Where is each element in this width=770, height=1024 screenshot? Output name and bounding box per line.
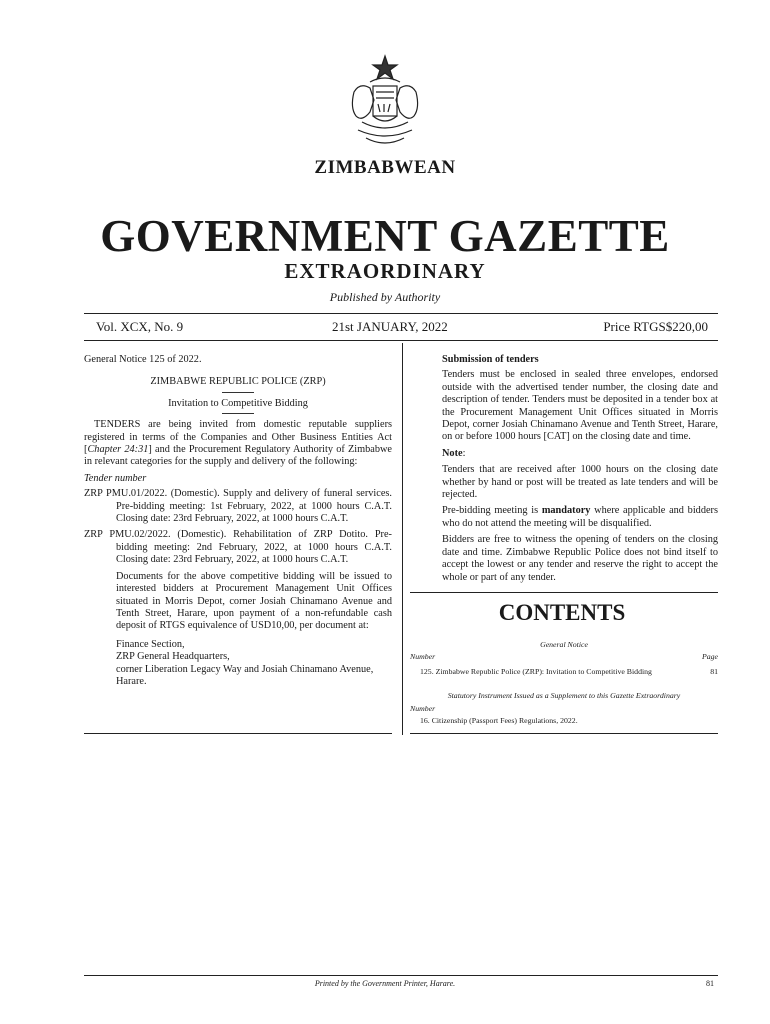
notice-subtitle: Invitation to Competitive Bidding: [168, 397, 308, 409]
tender-item-2: ZRP PMU.02/2022. (Domestic). Rehabilitation of ZRP Dotito. Pre-bidding meeting: 2nd February, 2022, at 1000 hours C.A.T. Closing date: 23rd February, 2022, at 1000 hours C.A.T.: [84, 529, 392, 566]
contents-si-heading: Statutory Instrument Issued as a Supplement to this Gazette Extraordinary: [447, 691, 681, 700]
note-heading-text: Note: [442, 447, 463, 459]
masthead-extraordinary: EXTRAORDINARY: [284, 259, 486, 283]
address-line: Harare.: [116, 675, 147, 687]
column-divider: [402, 343, 403, 735]
divider-contents-top: [410, 592, 718, 593]
note-2-text: Pre-bidding meeting is: [442, 505, 542, 517]
footer-page-number: 81: [706, 979, 714, 988]
note-1: Tenders that are received after 1000 hours on the closing date whether by hand or post will be treated as late tenders and will be rejected.: [442, 464, 718, 501]
notice-intro-rest: ] and the Procurement Regulatory Authority of Zimbabwe in relevant categories for the supply and delivery of the following:: [84, 444, 393, 468]
small-rule: [222, 392, 254, 393]
address-line: corner Liberation Legacy Way and Josiah Chinamano Avenue,: [116, 663, 374, 675]
contents-general-notice-heading: General Notice: [540, 640, 588, 649]
tender-number-heading: Tender number: [84, 472, 147, 484]
issue-volume: Vol. XCX, No. 9: [96, 319, 184, 334]
contents-title: CONTENTS: [498, 600, 626, 625]
masthead-title: GOVERNMENT GAZETTE: [100, 211, 670, 261]
published-by-authority: Published by Authority: [329, 290, 441, 304]
note-2-mandatory: mandatory: [541, 505, 591, 517]
notice-intro-text: TENDERS are being invited from domestic reputable suppliers registered in terms of the Companies and Other Business Entities Act [: [84, 419, 392, 456]
divider-left-bottom: [84, 733, 392, 734]
coat-of-arms-icon: [340, 52, 430, 152]
address-line: Finance Section,: [116, 638, 185, 650]
tender-item-1: ZRP PMU.01/2022. (Domestic). Supply and delivery of funeral services. Pre-bidding meeting: 1st February, 2022, at 1000 hours C.A.T. Closing date: 23rd February, 2022, at 1000 hours C.A.T.: [84, 488, 392, 525]
contents-item-text: 125. Zimbabwe Republic Police (ZRP): Invitation to Competitive Bidding: [420, 667, 652, 676]
notice-intro: [84, 419, 392, 469]
notice-agency: ZIMBABWE REPUBLIC POLICE (ZRP): [150, 376, 326, 388]
divider-top: [84, 313, 718, 314]
note-3: Bidders are free to witness the opening of tenders on the closing date and time. Zimbabwe Republic Police does not bind itself to accept the lowest or any tender and reserve the right to accept the whole or part of any tender.: [442, 534, 718, 583]
footer-rule: [84, 975, 718, 976]
submission-text: Tenders must be enclosed in sealed three envelopes, endorsed outside with the advertised tender number, the closing date and description of tender. Tenders must be deposited in a tender box at the Procurement Management Unit Offices situated in Morris Depot, corner Josiah Chinamano Avenue and Tenth Street, Harare, on or before 1000 hours [CAT] on the closing date and time.: [442, 369, 718, 443]
divider-right-bottom: [410, 733, 718, 734]
submission-heading: Submission of tenders: [442, 354, 539, 365]
contents-row[interactable]: [410, 667, 718, 679]
masthead-country: ZIMBABWEAN: [314, 157, 456, 178]
contents-page-label: Page: [701, 652, 718, 661]
contents-number-label: Number: [410, 652, 436, 661]
address-block: [84, 639, 392, 689]
notice-number: General Notice 125 of 2022.: [84, 354, 202, 365]
footer-printer: Printed by the Government Printer, Harare.: [314, 979, 456, 988]
notice-right-column: [442, 354, 718, 584]
contents-item-page: 81: [710, 667, 718, 676]
contents-table: [410, 640, 718, 726]
issue-date: 21st JANUARY, 2022: [332, 319, 448, 334]
note-colon: :: [462, 447, 466, 459]
note-2: [442, 505, 718, 530]
note-2-rest: where applicable and bidders who do not attend the meeting will be disqualified.: [442, 505, 718, 529]
issue-price: Price RTGS$220,00: [603, 319, 708, 334]
address-line: ZRP General Headquarters,: [116, 651, 230, 663]
notice-intro-chapter: Chapter 24:31: [87, 444, 149, 456]
note-heading: [442, 448, 718, 460]
contents-header-row: [410, 652, 718, 664]
small-rule: [222, 413, 254, 414]
contents-si-item[interactable]: 16. Citizenship (Passport Fees) Regulations, 2022.: [420, 716, 578, 725]
notice-left-column: [84, 354, 392, 688]
contents-si-number-label: Number: [410, 704, 436, 713]
divider-issue: [84, 340, 718, 341]
documents-paragraph: Documents for the above competitive bidding will be issued to interested bidders at Procurement Management Unit Offices situated in Morris Depot, corner Josiah Chinamano Avenue and Tenth Street, Harare, upon payment of a non-refundable cash deposit of RTGS equivalence of USD10,00, per document at:: [116, 570, 392, 632]
